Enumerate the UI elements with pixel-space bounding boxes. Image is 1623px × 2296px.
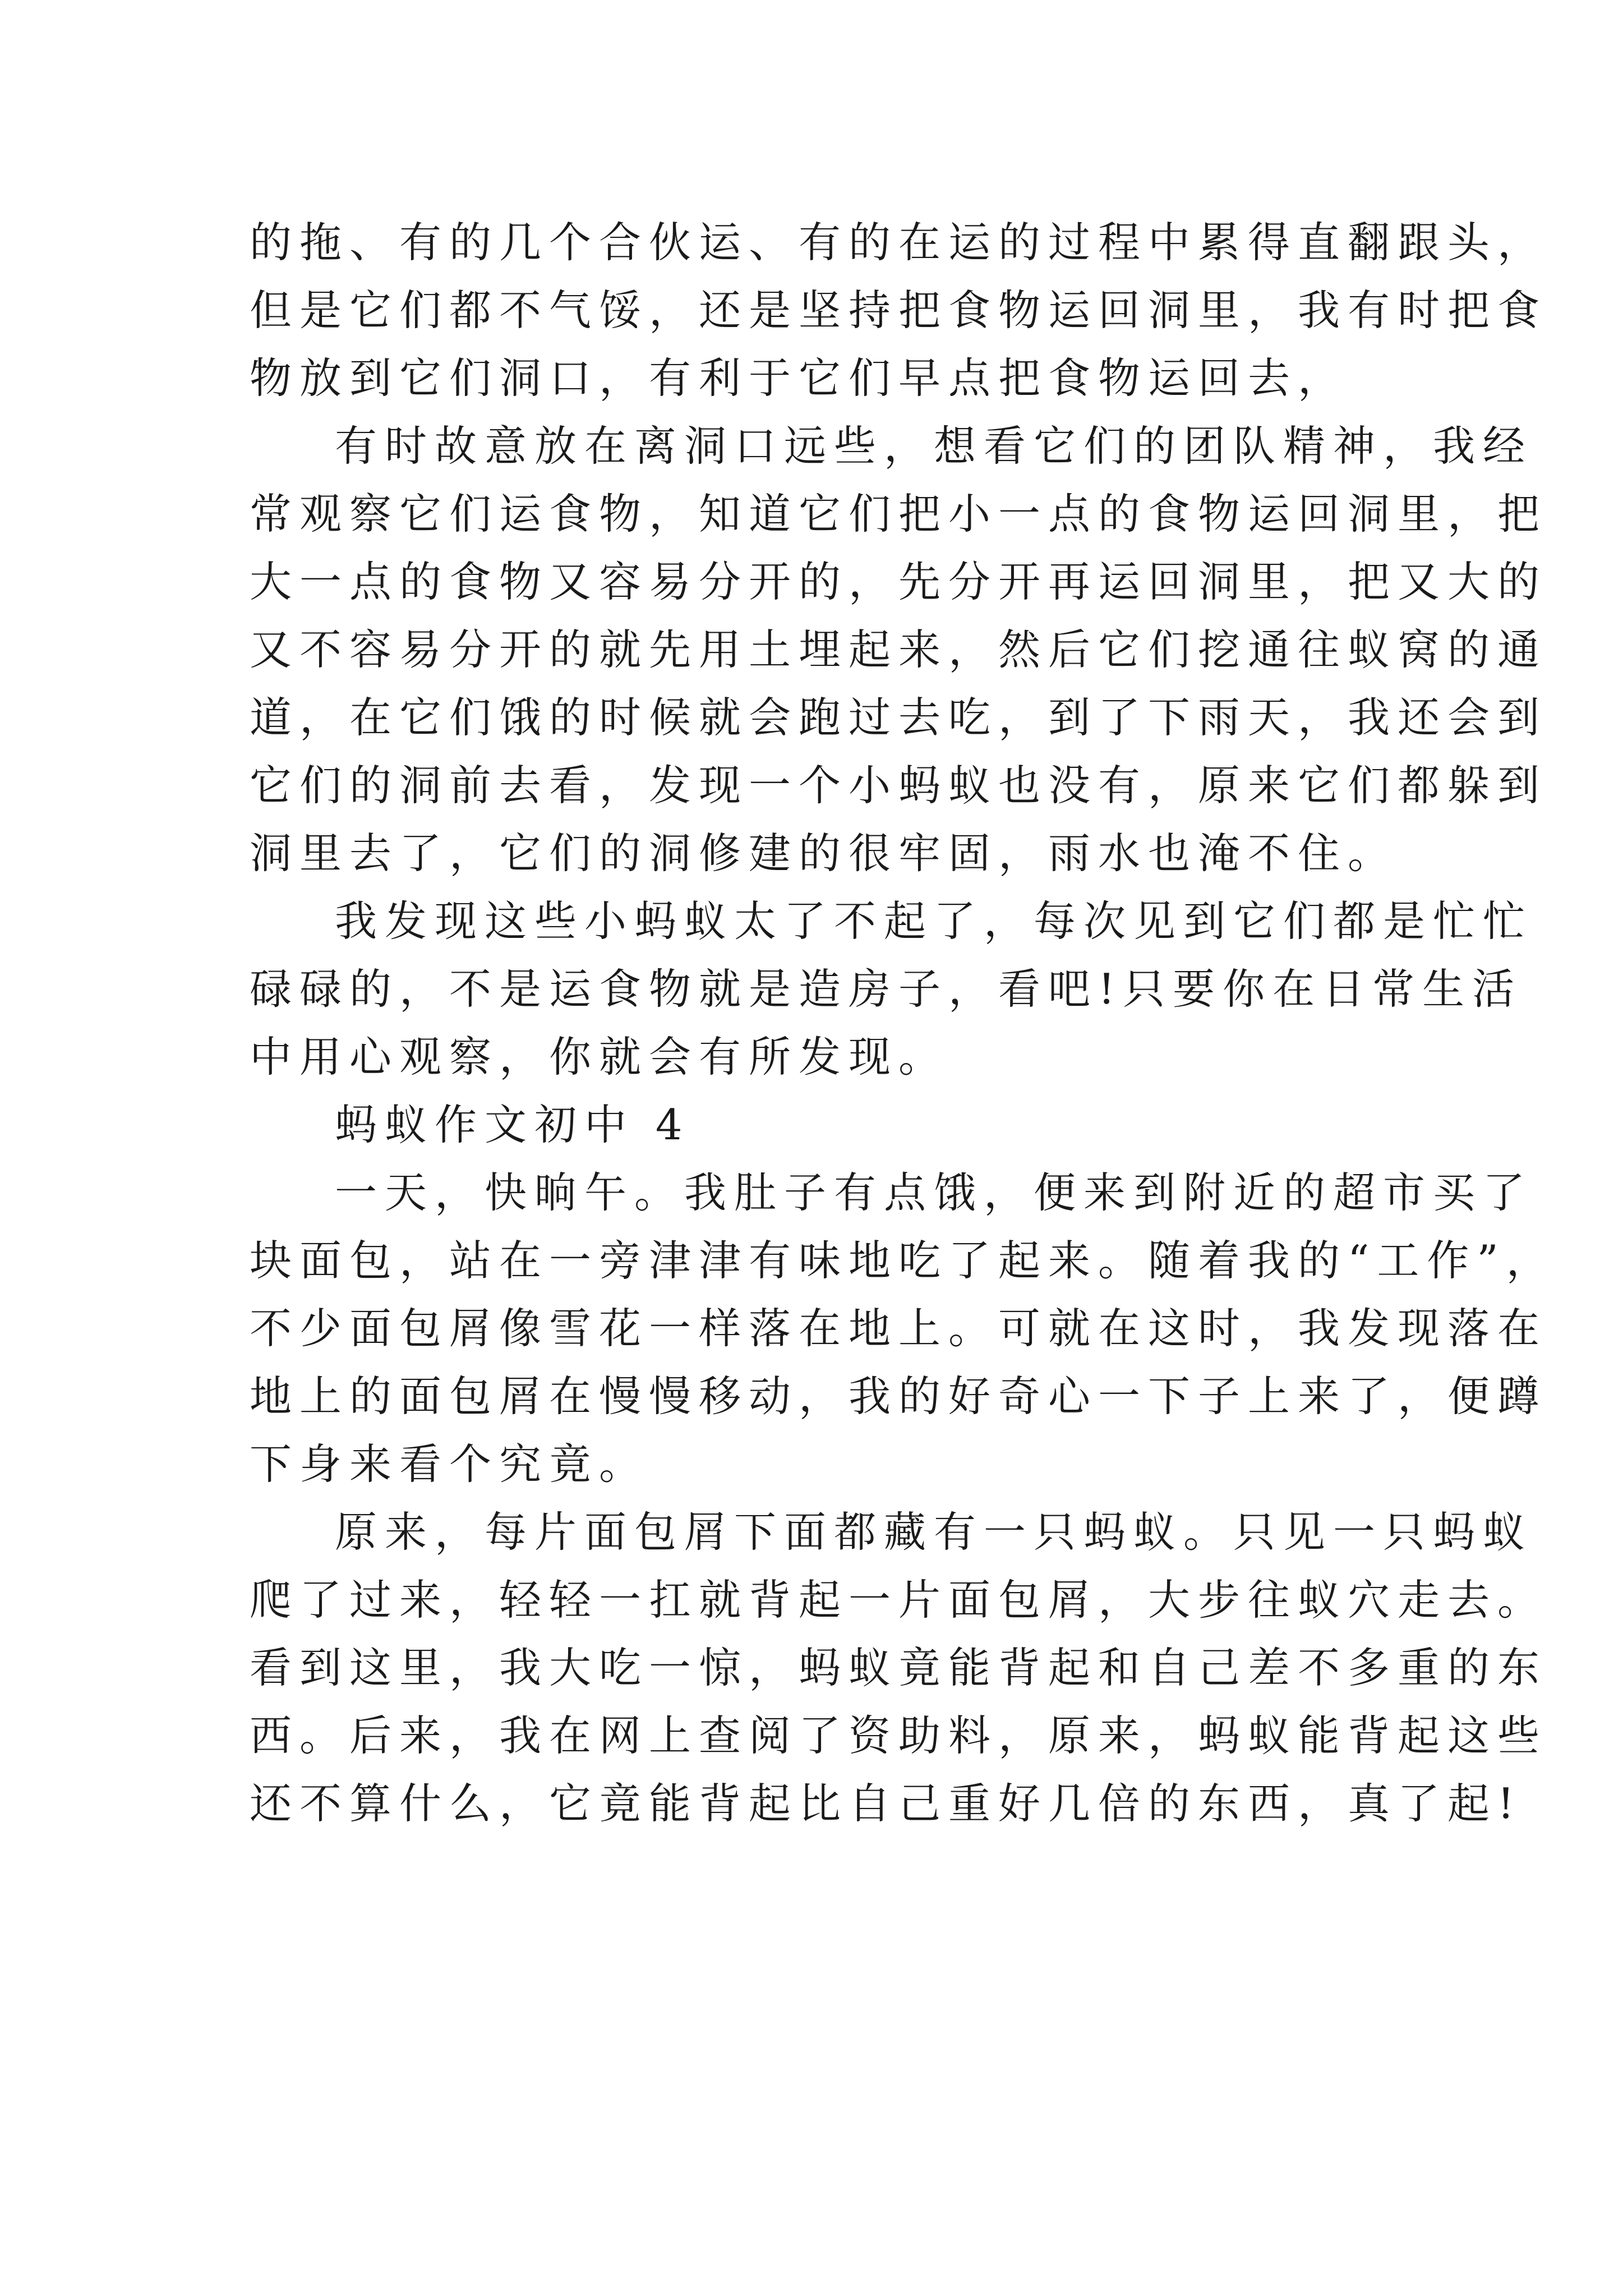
- text-line: 物放到它们洞口，有利于它们早点把食物运回去，: [250, 353, 1348, 403]
- document-body: [250, 209, 1556, 1838]
- section-heading: 蚂蚁作文初中 4: [335, 1100, 690, 1149]
- text-line: 有时故意放在离洞口远些，想看它们的团队精神，我经: [335, 421, 1533, 471]
- text-line: 西。后来，我在网上查阅了资助料，原来，蚂蚁能背起这些: [250, 1711, 1548, 1760]
- text-line: 下身来看个究竟。: [250, 1439, 649, 1489]
- text-line: 常观察它们运食物，知道它们把小一点的食物运回洞里，把: [250, 489, 1548, 539]
- text-line: 中用心观察，你就会有所发现。: [250, 1032, 949, 1082]
- text-line: 碌碌的，不是运食物就是造房子，看吧!只要你在日常生活: [250, 964, 1523, 1014]
- text-line: 但是它们都不气馁，还是坚持把食物运回洞里，我有时把食: [250, 286, 1548, 335]
- text-line: 它们的洞前去看，发现一个小蚂蚁也没有，原来它们都躲到: [250, 761, 1548, 810]
- text-line: 不少面包屑像雪花一样落在地上。可就在这时，我发现落在: [250, 1304, 1548, 1353]
- text-line: 看到这里，我大吃一惊，蚂蚁竟能背起和自己差不多重的东: [250, 1643, 1548, 1692]
- text-line: 又不容易分开的就先用土埋起来，然后它们挖通往蚁窝的通: [250, 625, 1548, 674]
- text-line: 原来，每片面包屑下面都藏有一只蚂蚁。只见一只蚂蚁: [335, 1507, 1533, 1557]
- text-line: 我发现这些小蚂蚁太了不起了，每次见到它们都是忙忙: [335, 896, 1533, 946]
- text-line: 一天，快晌午。我肚子有点饿，便来到附近的超市买了: [335, 1168, 1533, 1217]
- text-line: 大一点的食物又容易分开的，先分开再运回洞里，把又大的: [250, 557, 1548, 606]
- text-line: 的拖、有的几个合伙运、有的在运的过程中累得直翻跟头，: [250, 218, 1548, 267]
- text-line: 地上的面包屑在慢慢移动，我的好奇心一下子上来了，便蹲: [250, 1372, 1548, 1421]
- text-line: 道，在它们饿的时候就会跑过去吃，到了下雨天，我还会到: [250, 693, 1548, 742]
- text-line: 还不算什么，它竟能背起比自己重好几倍的东西，真了起!: [250, 1779, 1523, 1828]
- text-line: 爬了过来，轻轻一扛就背起一片面包屑，大步往蚁穴走去。: [250, 1575, 1548, 1625]
- text-line: 洞里去了，它们的洞修建的很牢固，雨水也淹不住。: [250, 829, 1398, 878]
- text-line: 块面包，站在一旁津津有味地吃了起来。随着我的“工作”，: [250, 1236, 1556, 1285]
